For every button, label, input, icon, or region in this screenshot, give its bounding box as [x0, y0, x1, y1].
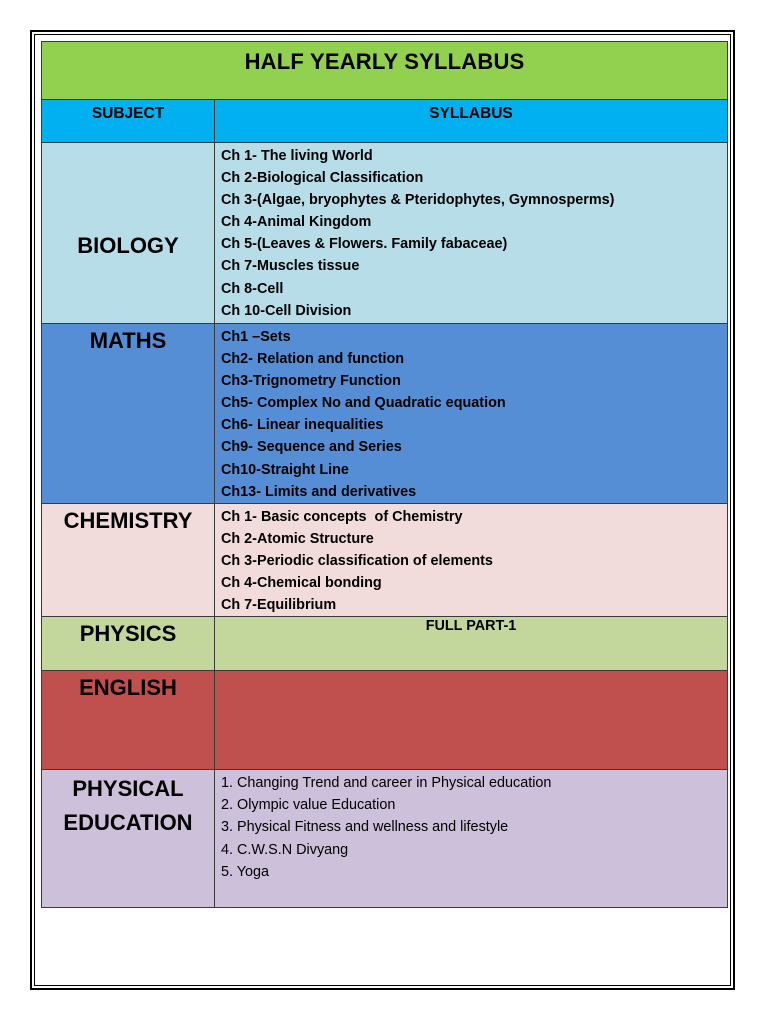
list-item: Ch 3-Periodic classification of elements	[221, 552, 493, 569]
table-row-physical-education	[42, 770, 728, 908]
list-item: Ch9- Sequence and Series	[221, 439, 402, 456]
list-item: Ch10-Straight Line	[221, 461, 349, 478]
table-row-chemistry	[42, 503, 728, 616]
list-item: Ch5- Complex No and Quadratic equation	[221, 395, 506, 412]
page-title: HALF YEARLY SYLLABUS	[244, 48, 525, 74]
maths-subject-cell	[42, 324, 215, 504]
list-item: Ch 4-Animal Kingdom	[221, 214, 372, 231]
physical-education-subject-cell	[42, 770, 215, 908]
physics-subject-cell	[42, 617, 215, 671]
list-item: 2. Olympic value Education	[221, 797, 396, 814]
english-subject: ENGLISH	[79, 675, 177, 701]
list-item: 3. Physical Fitness and wellness and lifestyle	[221, 819, 509, 836]
physical-education-subject-line2: EDUCATION	[63, 810, 193, 836]
list-item: 1. Changing Trend and career in Physical education	[221, 775, 552, 792]
maths-subject: MATHS	[89, 328, 167, 353]
syllabus-header-cell	[215, 100, 728, 143]
list-item: Ch 4-Chemical bonding	[221, 575, 382, 592]
list-item: Ch 10-Cell Division	[221, 302, 352, 319]
list-item: Ch 2-Biological Classification	[221, 170, 424, 187]
title-cell	[42, 42, 728, 100]
subject-header-cell	[42, 100, 215, 143]
english-syllabus-cell	[215, 671, 728, 770]
list-item: Ch2- Relation and function	[221, 351, 405, 368]
syllabus-header: SYLLABUS	[429, 105, 513, 122]
list-item: Ch 3-(Algae, bryophytes & Pteridophytes, Gymnosperms)	[221, 192, 615, 209]
physics-syllabus: FULL PART-1	[425, 618, 517, 635]
biology-subject-cell	[42, 143, 215, 324]
list-item: Ch 7-Muscles tissue	[221, 258, 360, 275]
list-item: Ch13- Limits and derivatives	[221, 483, 417, 500]
table-row-biology	[42, 143, 728, 324]
syllabus-table	[41, 41, 728, 908]
table-row-english	[42, 671, 728, 770]
physics-syllabus-cell	[215, 617, 728, 671]
list-item: Ch 2-Atomic Structure	[221, 530, 374, 547]
subject-header: SUBJECT	[91, 105, 165, 122]
english-subject-cell	[42, 671, 215, 770]
list-item: Ch 7-Equilibrium	[221, 597, 337, 614]
physical-education-syllabus-cell	[215, 770, 728, 908]
list-item: 5. Yoga	[221, 863, 270, 880]
table-row-physics	[42, 617, 728, 671]
physical-education-subject-line1: PHYSICAL	[72, 776, 184, 802]
list-item: Ch 1- The living World	[221, 148, 373, 164]
list-item: 4. C.W.S.N Divyang	[221, 841, 349, 858]
chemistry-syllabus-cell	[215, 503, 728, 616]
table-row-maths	[42, 324, 728, 504]
chemistry-subject-cell	[42, 503, 215, 616]
list-item: Ch6- Linear inequalities	[221, 417, 384, 434]
chemistry-subject: CHEMISTRY	[63, 507, 193, 533]
list-item: Ch 5-(Leaves & Flowers. Family fabaceae)	[221, 236, 508, 253]
list-item: Ch 8-Cell	[221, 280, 284, 297]
physics-subject: PHYSICS	[79, 621, 177, 647]
biology-syllabus-cell	[215, 143, 728, 324]
physical-education-subject	[42, 770, 214, 840]
list-item: Ch1 –Sets	[221, 329, 291, 345]
biology-subject: BIOLOGY	[77, 233, 179, 258]
list-item: Ch 1- Basic concepts of Chemistry	[221, 508, 463, 525]
maths-syllabus-cell	[215, 324, 728, 504]
header-row	[42, 100, 728, 143]
list-item: Ch3-Trignometry Function	[221, 373, 401, 390]
